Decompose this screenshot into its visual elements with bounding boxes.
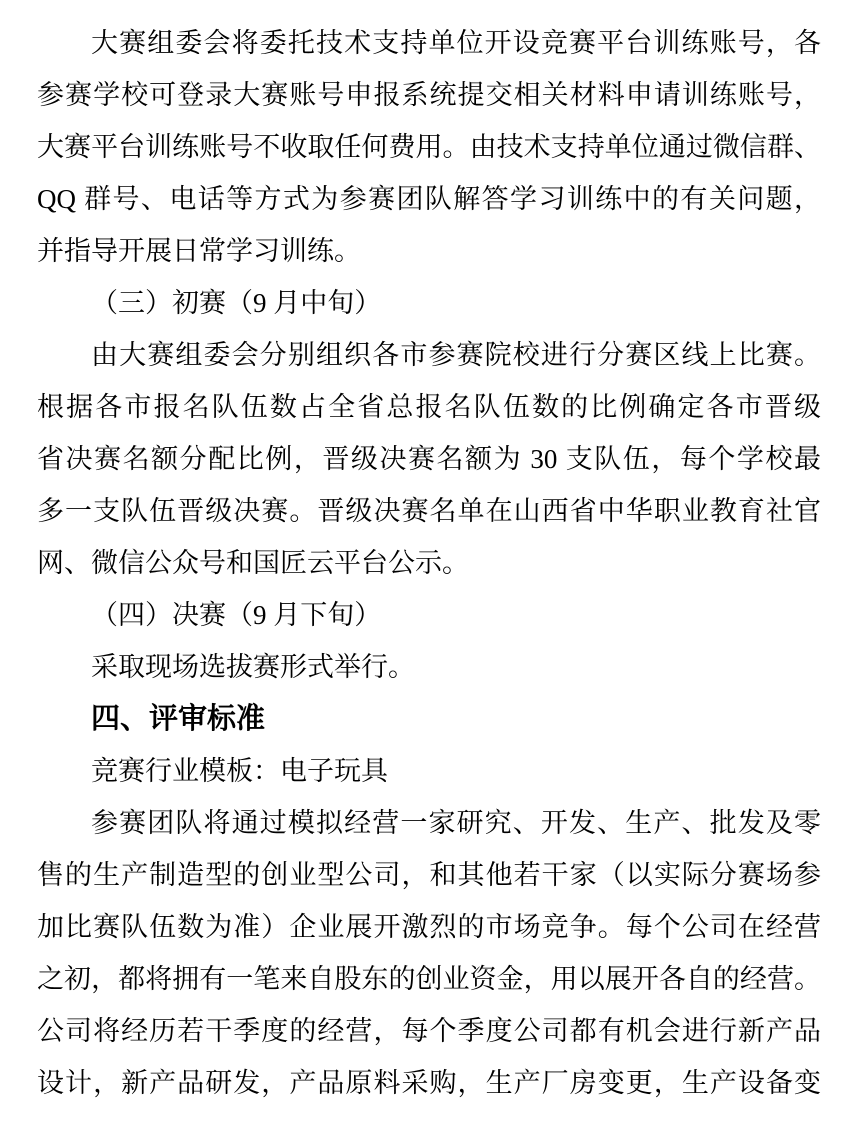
body-text-line: 多一支队伍晋级决赛。晋级决赛名单在山西省中华职业教育社官 (37, 496, 821, 526)
body-text-line: 售的生产制造型的创业型公司，和其他若干家（以实际分赛场参 (37, 860, 821, 890)
body-text-line: 竞赛行业模板：电子玩具 (91, 756, 388, 786)
body-text-line: 公司将经历若干季度的经营，每个季度公司都有机会进行新产品 (37, 1016, 821, 1046)
body-text-line: 设计，新产品研发，产品原料采购，生产厂房变更，生产设备变 (37, 1068, 821, 1098)
body-text-line: 大赛组委会将委托技术支持单位开设竞赛平台训练账号，各 (91, 28, 821, 58)
body-text-line: 参赛团队将通过模拟经营一家研究、开发、生产、批发及零 (91, 808, 821, 838)
body-text-line: QQ 群号、电话等方式为参赛团队解答学习训练中的有关问题， (37, 184, 821, 214)
body-text-line: 采取现场选拔赛形式举行。 (91, 652, 415, 682)
section-heading-criteria: 四、评审标准 (91, 703, 266, 735)
body-text-line: 加比赛队伍数为准）企业展开激烈的市场竞争。每个公司在经营 (37, 912, 821, 942)
subsection-heading-final: （四）决赛（9 月下旬） (91, 600, 382, 630)
body-text-line: 根据各市报名队伍数占全省总报名队伍数的比例确定各市晋级 (37, 392, 821, 422)
body-text-line: 大赛平台训练账号不收取任何费用。由技术支持单位通过微信群、 (37, 132, 821, 162)
body-text-line: 之初，都将拥有一笔来自股东的创业资金，用以展开各自的经营。 (37, 964, 821, 994)
body-text-line: 并指导开展日常学习训练。 (37, 236, 361, 266)
body-text-line: 由大赛组委会分别组织各市参赛院校进行分赛区线上比赛。 (91, 340, 821, 370)
subsection-heading-preliminary: （三）初赛（9 月中旬） (91, 288, 382, 318)
body-text-line: 参赛学校可登录大赛账号申报系统提交相关材料申请训练账号， (37, 80, 821, 110)
body-text-line: 网、微信公众号和国匠云平台公示。 (37, 548, 469, 578)
body-text-line: 省决赛名额分配比例，晋级决赛名额为 30 支队伍，每个学校最 (37, 444, 821, 474)
